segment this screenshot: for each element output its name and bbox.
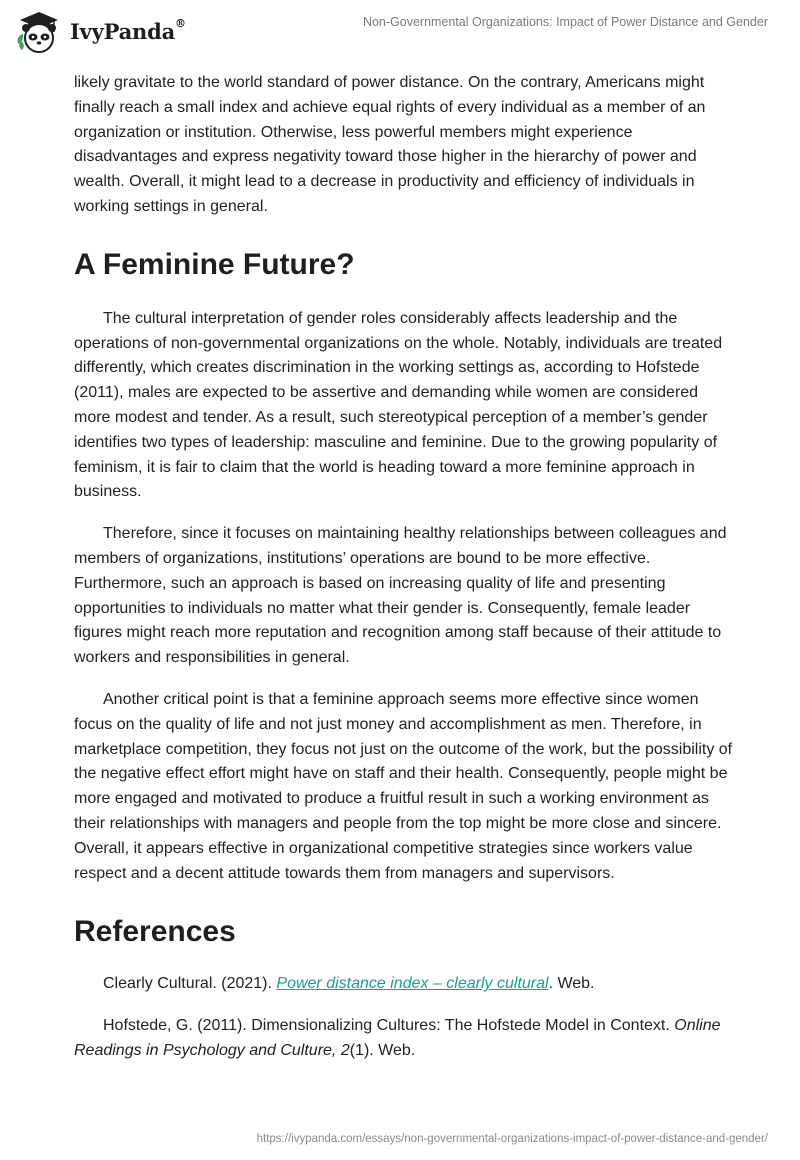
brand-name: IvyPanda® (70, 16, 186, 44)
panda-graduate-icon (14, 8, 64, 54)
reference-text: Clearly Cultural. (2021). (103, 975, 277, 993)
reference-text: . Web. (548, 975, 595, 993)
document-title: Non-Governmental Organizations: Impact of Power Distance and Gender (362, 15, 768, 29)
paragraph-critical-point: Another critical point is that a feminine approach seems more effective since women focus on the quality of life and not just money and accomplishment as men. Therefore, in marketplace competition, they focus not just on the outcome of the work, but the possibility of the negative effect effort might have on staff and their health. Consequently, people might be more engaged and motivated to produce a fruitful result in such a working environment as their relationships with managers and people from the top might be more close and sincere. Overall, it appears effective in organizational competitive strategies since workers value respect and a decent attitude towards them from managers and supervisors. (74, 690, 733, 882)
reference-link[interactable]: Power distance index – clearly cultural (276, 975, 549, 993)
paragraph-gender-roles: The cultural interpretation of gender roles considerably affects leadership and the operations of non-governmental organizations on the whole. Notably, individuals are treated differently, which creates discrimination in the working settings as, according to Hofstede (2011), males are expected to be assertive and demanding while women are considered more modest and tender. As a result, such stereotypical perception of a member’s gender identifies two types of leadership: masculine and feminine. Due to the growing popularity of feminism, it is fair to claim that the world is heading toward a more feminine approach in business. (74, 309, 723, 501)
heading-references: References (74, 915, 236, 949)
reference-item (74, 1014, 734, 1064)
footer-url: https://ivypanda.com/essays/non-governmental-organizations-impact-of-power-distance-and-gender/ (256, 1133, 768, 1145)
paragraph-relationships: Therefore, since it focuses on maintaining healthy relationships between colleagues and members of organizations, institutions’ operations are bound to be more effective. Furthermore, such an approach is based on increasing quality of life and presenting opportunities to individuals no matter what their gender is. Consequently, female leader figures might reach more reputation and recognition among staff because of their attitude to workers and responsibilities in general. (74, 525, 727, 667)
page-header (0, 0, 800, 64)
ivypanda-logo[interactable] (14, 8, 186, 54)
reference-text: Hofstede, G. (2011). Dimensionalizing Cultures: The Hofstede Model in Context. (103, 1017, 675, 1035)
reference-item (74, 972, 734, 997)
essay-content (74, 71, 734, 1064)
reference-text: (1). Web. (349, 1041, 416, 1059)
heading-feminine-future: A Feminine Future? (74, 247, 355, 281)
reference-journal: Online Readings in Psychology and Culture, 2 (74, 1017, 721, 1059)
paragraph-intro: likely gravitate to the world standard of power distance. On the contrary, Americans might finally reach a small index and achieve equal rights of every individual as a member of an organization or institution. Otherwise, less powerful members might experience disadvantages and express negativity toward those higher in the hierarchy of power and wealth. Overall, it might lead to a decrease in productivity and efficiency of individuals in working settings in general. (74, 74, 706, 215)
